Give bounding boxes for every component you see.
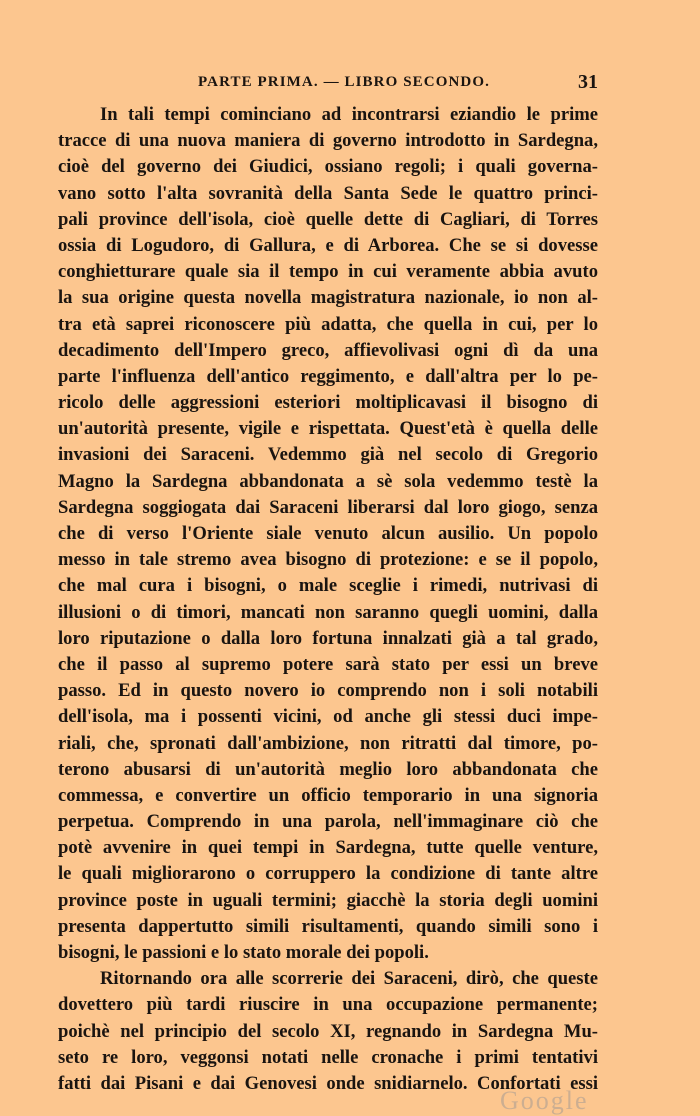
running-head: [60, 71, 600, 98]
page-number: 31: [578, 71, 598, 93]
paragraph-line: loro riputazione o dalla loro fortuna innalzati già a tal grado,: [58, 627, 598, 649]
running-title: PARTE PRIMA. — LIBRO SECONDO.: [198, 74, 490, 90]
paragraph-line: passo. Ed in questo novero io comprendo non i soli notabili: [58, 680, 598, 702]
paragraph-line: terono abusarsi di un'autorità meglio loro abbandonata che: [58, 758, 598, 780]
paragraph-line: riali, che, spronati dall'ambizione, non ritratti dal timore, po-: [58, 732, 598, 754]
paragraph-line: invasioni dei Saraceni. Vedemmo già nel secolo di Gregorio: [58, 444, 598, 466]
paragraph-line: che il passo al supremo potere sarà stato per essi un breve: [58, 653, 598, 675]
paragraph-line: decadimento dell'Impero greco, affievolivasi ogni dì da una: [58, 339, 598, 361]
paragraph-line: illusioni o di timori, mancati non saranno quegli uomini, dalla: [58, 601, 598, 623]
paragraph-line: ossia di Logudoro, di Gallura, e di Arborea. Che se si dovesse: [58, 234, 598, 256]
paragraph-line: che di verso l'Oriente siale venuto alcun ausilio. Un popolo: [58, 523, 598, 544]
paragraph-line: le quali migliorarono o corruppero la condizione di tante altre: [58, 863, 598, 885]
paragraph-line: vano sotto l'alta sovranità della Santa Sede le quattro princi-: [58, 182, 598, 204]
paragraph-line: presenta dappertutto simili risultamenti, quando simili sono i: [58, 915, 598, 937]
paragraph-line: dell'isola, ma i possenti vicini, od anche gli stessi duci impe-: [58, 706, 598, 728]
body-text: [58, 102, 598, 1097]
paragraph-line: bisogni, le passioni e lo stato morale dei popoli.: [58, 942, 429, 963]
paragraph-line: In tali tempi cominciano ad incontrarsi eziandio le prime: [100, 104, 598, 125]
paragraph-line: conghietturare quale sia il tempo in cui veramente abbia avuto: [58, 261, 598, 283]
paragraph-line: Ritornando ora alle scorrerie dei Saraceni, dirò, che queste: [100, 968, 598, 990]
paragraph-line: tra età saprei riconoscere più adatta, che quella in cui, per lo: [58, 313, 598, 335]
paragraph-line: la sua origine questa novella magistratura nazionale, io non al-: [58, 287, 598, 309]
paragraph-line: messo in tale stremo avea bisogno di protezione: e se il popolo,: [58, 549, 598, 571]
paragraph-line: che mal cura i bisogni, o male sceglie i rimedi, nutrivasi di: [58, 575, 598, 597]
paragraph-line: commessa, e convertire un officio temporario in una signoria: [58, 784, 598, 806]
paragraph-line: dovettero più tardi riuscire in una occupazione permanente;: [58, 994, 598, 1016]
paragraph-line: poichè nel principio del secolo XI, regnando in Sardegna Mu-: [58, 1020, 598, 1042]
paragraph-line: potè avvenire in quei tempi in Sardegna, tutte quelle venture,: [58, 837, 598, 859]
paragraph-line: Magno la Sardegna abbandonata a sè sola vedemmo testè la: [58, 470, 598, 492]
scan-watermark: Google: [500, 1086, 589, 1115]
paragraph-line: Sardegna soggiogata dai Saraceni liberarsi dal loro giogo, senza: [58, 496, 598, 518]
paragraph-line: un'autorità presente, vigile e rispettata. Quest'età è quella delle: [58, 418, 598, 440]
paragraph-line: fatti dai Pisani e dai Genovesi onde snidiarnelo. Confortati essi: [58, 1072, 598, 1094]
paragraph-line: province poste in uguali termini; giacchè la storia degli uomini: [58, 889, 598, 911]
paragraph-line: cioè del governo dei Giudici, ossiano regoli; i quali governa-: [58, 156, 598, 178]
paragraph-line: perpetua. Comprendo in una parola, nell'immaginare ciò che: [58, 811, 598, 833]
paragraph-line: seto re loro, veggonsi notati nelle cronache i primi tentativi: [58, 1046, 598, 1068]
paragraph-line: ricolo delle aggressioni esteriori moltiplicavasi il bisogno di: [58, 392, 598, 414]
paragraph-line: parte l'influenza dell'antico reggimento, e dall'altra per lo pe-: [58, 365, 598, 387]
paragraph-line: pali province dell'isola, cioè quelle dette di Cagliari, di Torres: [58, 208, 598, 230]
paragraph-line: tracce di una nuova maniera di governo introdotto in Sardegna,: [58, 130, 598, 152]
